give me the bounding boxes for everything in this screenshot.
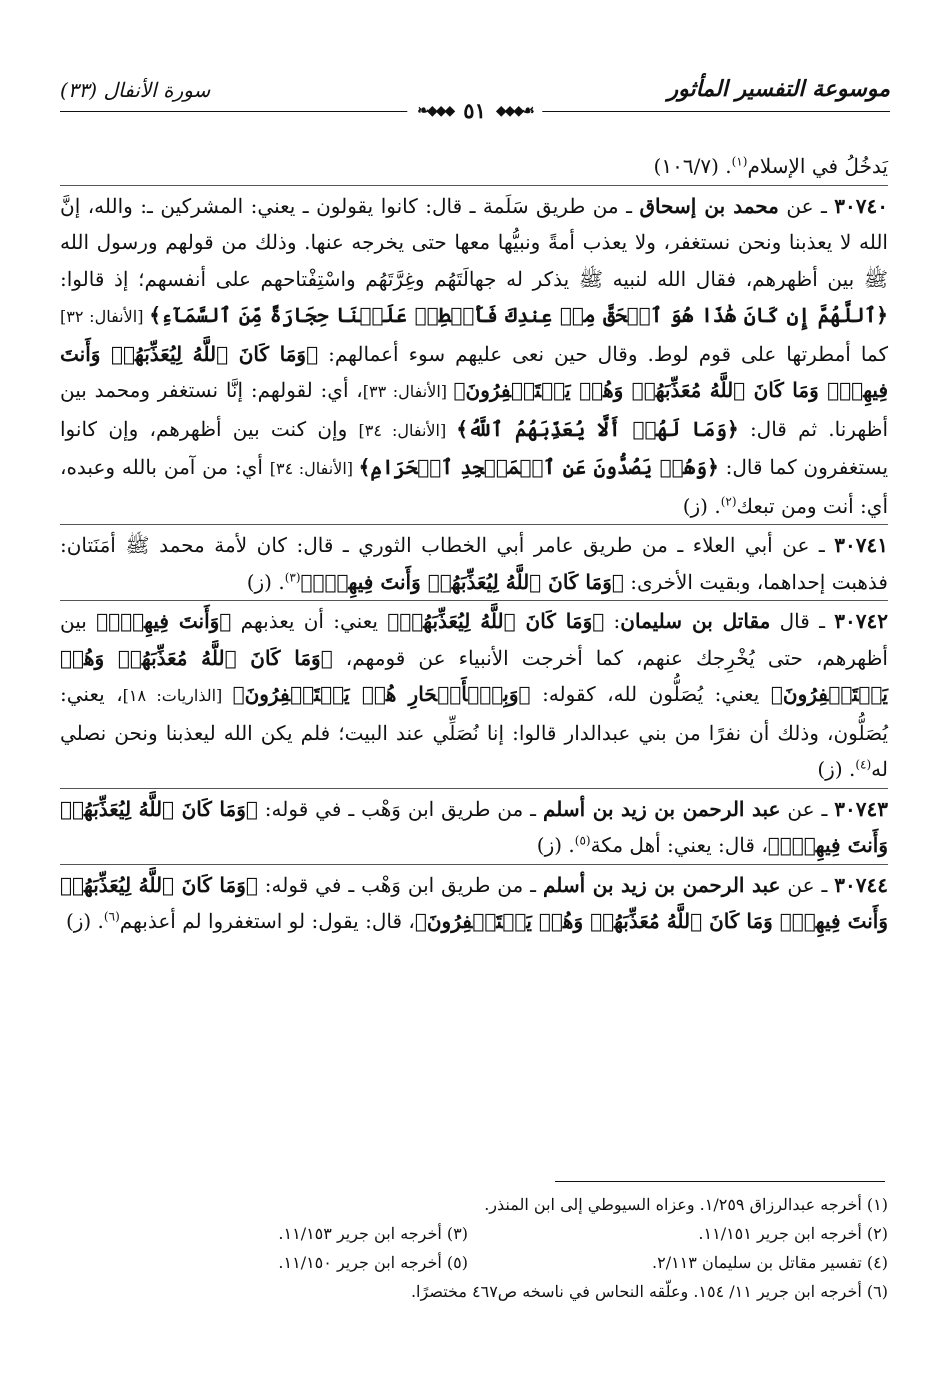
narrator-name: عبد الرحمن بن زيد بن أسلم <box>542 796 781 821</box>
footnotes <box>60 1190 888 1306</box>
intro-text: يَدخُلُ في الإسلام <box>747 154 888 178</box>
footnote-ref: (٥) <box>574 833 591 848</box>
text-run: ، يعني: يُصَلُّون، وذلك أن نفرًا من بني عبدالدار قالوا: إنا نُصَلِّي عند البيت؛ فلم يكن الله ليعذبنا ونحن نصلي له <box>60 682 888 781</box>
footnote-6: (٦) أخرجه ابن جرير ١١/ ١٥٤. وعلّقه النحاس في ناسخه ص٤٦٧ مختصرًا. <box>410 1282 888 1301</box>
text-run: ـ من طريق سَلَمة ـ قال: كانوا يقولون ـ يعني: المشركين ـ: والله، إنَّ الله لا يعذبنا ونحن نستغفر، ولا يعذب أمةً ونبيُّها معها حتى يخرجه عنها. وذلك من قولهم ورسول الله ﷺ بين أظهرهم، فقال الله لنبيه ﷺ يذكر له جهالَتَهُم وغِرَّتَهُم واسْتِفْتاحهم على أنفسهم؛ إذ قالوا: <box>60 193 888 291</box>
text-run: ، أي: لقولهم: إنَّا نستغفر ومحمد بين أظهرنا. ثم قال: <box>60 378 889 441</box>
narration-number: ٣٠٧٤٠ <box>834 193 889 218</box>
text-run: ـ من طريق ابن وَهْب ـ في قوله: <box>257 796 543 821</box>
narration-30740 <box>60 185 888 525</box>
verse-reference: [الأنفال: ٣٤] <box>269 459 359 478</box>
text-run: يعني: يُصَلُّون لله، كقوله: <box>530 682 771 706</box>
footnote-row <box>60 1248 888 1277</box>
ornament-icon: ❧◆◆◆ <box>417 102 454 119</box>
quran-quote: ﴿وَمَا كَانَ ٱللَّهُ مُعَذِّبَهُمۡ وَهُمۡ يَسۡتَغۡفِرُونَ﴾ <box>60 645 888 706</box>
footnote-rule <box>555 1181 885 1182</box>
text-run: ـ عن <box>778 193 835 218</box>
footnote-3: (٣) أخرجه ابن جرير ١١/١٥٣. <box>278 1224 468 1243</box>
narration-number: ٣٠٧٤١ <box>834 533 888 557</box>
text-run: ، قال: يقول: لو استغفروا لم أعذبهم <box>119 909 415 933</box>
narrator-name: مقاتل بن سليمان <box>620 609 771 633</box>
quran-quote: ﴿وَبِٱلۡأَسۡحَارِ هُمۡ يَسۡتَغۡفِرُونَ﴾ <box>232 682 531 706</box>
quran-quote: ﴿وَهُمۡ يَصُدُّونَ عَنِ ٱلۡمَسۡجِدِ ٱلۡحَرَامِ﴾ <box>358 455 719 479</box>
verse-reference: [الذاريات: ١٨] <box>122 686 233 705</box>
footnote-2: (٢) أخرجه ابن جرير ١١/١٥١. <box>698 1224 888 1243</box>
text-run: وإن كنت بين أظهرهم، وإن كانوا يستغفرون كما قال: <box>60 416 889 479</box>
footnote-ref: (٣) <box>284 569 301 584</box>
verse-reference: [الأنفال: ٣٣] <box>362 382 454 401</box>
text-run: ـ عن أبي العلاء ـ من طريق عامر أبي الخطاب الثوري ـ قال: كان لأمة محمد ﷺ أمَنَتان: فذهبت إحداهما، وبقيت الأخرى: <box>60 533 888 594</box>
intro-paragraph <box>60 148 888 185</box>
text-run: يعني: أن يعذبهم <box>231 609 388 633</box>
footnote-ref: (١) <box>731 154 748 169</box>
text-run: . (ز) <box>246 569 285 594</box>
text-run: . (ز) <box>682 493 721 518</box>
text-run: ـ عن <box>780 872 835 897</box>
text-run: ـ قال <box>770 609 835 633</box>
quran-quote: ﴿وَمَا كَانَ ٱللَّهُ لِيُعَذِّبَهُمۡ وَأَنتَ فِيهِمۡۚ وَمَا كَانَ ٱللَّهُ مُعَذِّبَهُمۡ وَهُمۡ يَسۡتَغۡفِرُونَ﴾ <box>60 341 889 402</box>
text-run: . (ز) <box>536 833 575 857</box>
ornament-icon: ◆◆◆☙ <box>495 102 533 119</box>
text-run: بين أظهرهم، حتى يُخْرِجك عنهم، كما أخرجت الأنبياء عن قومهم، <box>60 609 888 670</box>
footnote-4: (٤) تفسير مقاتل بن سليمان ٢/١١٣. <box>652 1253 888 1272</box>
page-number: ٥١ <box>463 98 486 123</box>
footnote-row <box>60 1219 888 1248</box>
narration-number: ٣٠٧٤٣ <box>834 796 888 821</box>
narration-30744 <box>60 864 888 940</box>
quran-quote: ﴿وَمَا كَانَ ٱللَّهُ لِيُعَذِّبَهُمۡ وَأَنتَ فِيهِمۡۚ﴾ <box>300 569 624 594</box>
quran-quote: ﴿وَمَا كَانَ ٱللَّهُ لِيُعَذِّبَهُمۡ وَأَنتَ فِيهِمۡۚ﴾ <box>60 796 888 857</box>
text-run: . (ز) <box>817 757 856 781</box>
text-run: ، قال: يعني: أهل مكة <box>590 833 768 857</box>
page-number-box <box>407 98 542 123</box>
main-text <box>60 148 888 940</box>
quran-quote: ﴿ٱللَّهُمَّ إِن كَانَ هَٰذَا هُوَ ٱلۡحَقَّ مِنۡ عِندِكَ فَأَمۡطِرۡ عَلَيۡنَا حِجَارَةً مِّنَ ٱلسَّمَآءِ﴾ <box>149 303 889 327</box>
page-header <box>60 68 890 128</box>
footnote-5: (٥) أخرجه ابن جرير ١١/١٥٠. <box>278 1253 468 1272</box>
text-run: كما أمطرتها على قوم لوط. وقال حين نعى عليهم سوء أعمالهم: <box>318 341 889 366</box>
text-run: أي: من آمن بالله وعبده، أي: أنت ومن تبعك <box>60 455 888 518</box>
quran-quote: ﴿وَمَا كَانَ ٱللَّهُ لِيُعَذِّبَهُمۡ وَأَنتَ فِيهِمۡۚ وَمَا كَانَ ٱللَّهُ مُعَذِّبَهُمۡ وَهُمۡ يَسۡتَغۡفِرُونَ﴾ <box>60 872 888 933</box>
narration-number: ٣٠٧٤٢ <box>834 609 888 633</box>
intro-tail: . (١٠٦/٧) <box>653 154 732 178</box>
text-run: : <box>604 609 621 633</box>
narration-30742 <box>60 600 888 788</box>
text-run: ـ عن <box>780 796 835 821</box>
surah-title: سورة الأنفال (٣٣) <box>60 78 211 102</box>
text-run: ـ من طريق ابن وَهْب ـ في قوله: <box>257 872 543 897</box>
book-title: موسوعة التفسير المأثور <box>667 76 890 102</box>
narrator-name: عبد الرحمن بن زيد بن أسلم <box>542 872 781 897</box>
narration-30743 <box>60 788 888 864</box>
verse-reference: [الأنفال: ٣٢] <box>60 307 150 326</box>
footnote-1: (١) أخرجه عبدالرزاق ١/٢٥٩. وعزاه السيوطي إلى ابن المنذر. <box>484 1195 888 1214</box>
verse-reference: [الأنفال: ٣٤] <box>358 420 457 440</box>
quran-quote: ﴿وَمَا كَانَ ٱللَّهُ لِيُعَذِّبَهُمۡ﴾ <box>387 609 605 633</box>
footnote-ref: (٦) <box>103 909 120 924</box>
quran-quote: ﴿وَمَا لَهُمۡ أَلَّا يُعَذِّبَهُمُ ٱللَّهُ﴾ <box>456 416 739 441</box>
narration-30741 <box>60 524 888 600</box>
footnote-ref: (٢) <box>720 493 737 508</box>
quran-quote: ﴿وَأَنتَ فِيهِمۡۚ﴾ <box>96 609 232 633</box>
narrator-name: محمد بن إسحاق <box>639 193 779 218</box>
narration-number: ٣٠٧٤٤ <box>834 872 888 897</box>
text-run: . (ز) <box>65 909 104 933</box>
footnote-ref: (٤) <box>855 757 872 772</box>
